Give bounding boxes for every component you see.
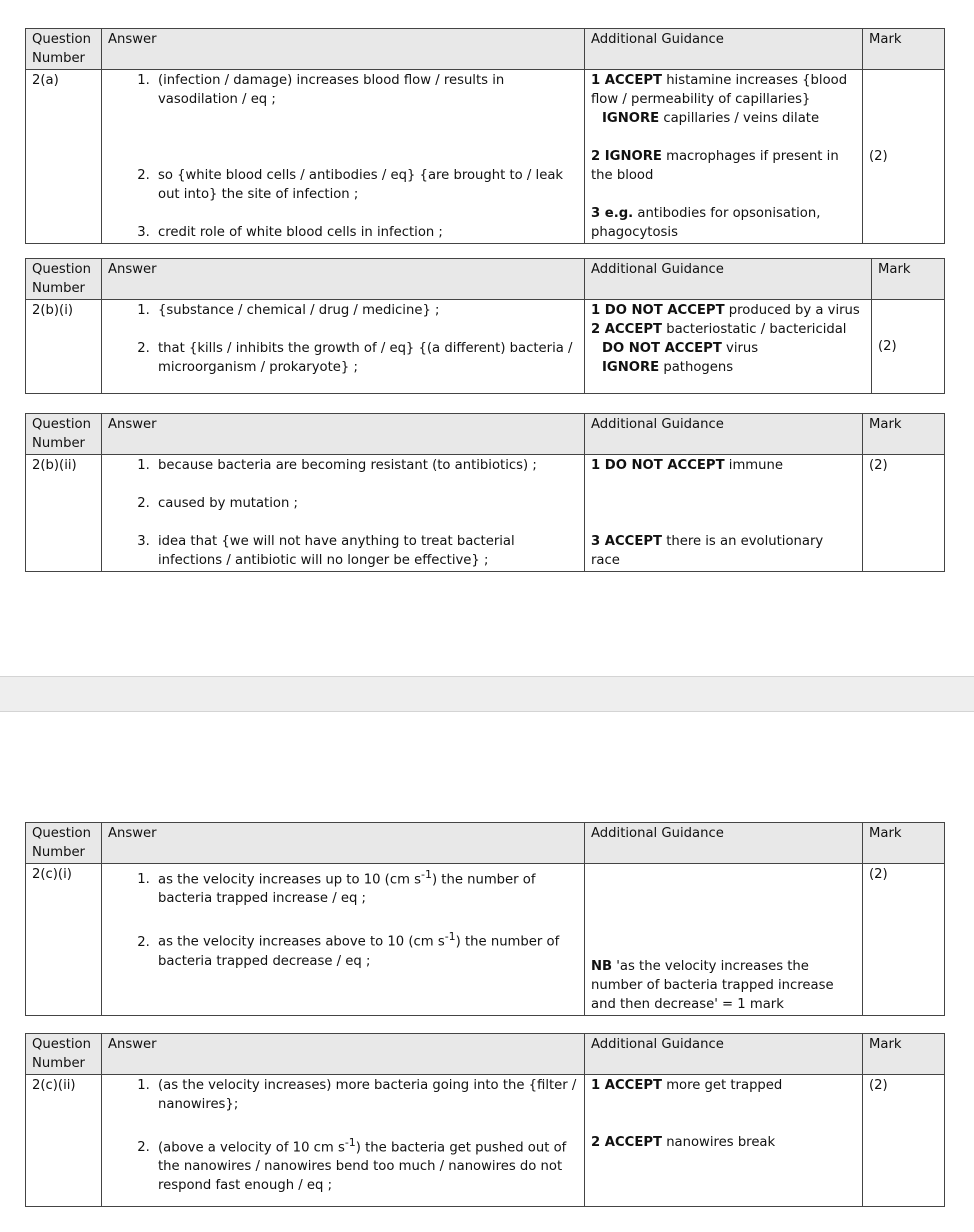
answer-point: 1. because bacteria are becoming resistant (to antibiotics) ; [154, 456, 578, 475]
guidance-line: NB 'as the velocity increases the number of bacteria trapped increase and then decrease' = 1 mark [591, 959, 834, 1012]
guidance-line: 1 DO NOT ACCEPT produced by a virus [591, 303, 860, 318]
mark-cell: (2) [863, 1075, 945, 1207]
answer-point: 2. (above a velocity of 10 cm $s^{-1}$) the bacteria get pushed out of the nanowires / nanowires bend too much / nanowires do not respond fast enough / eq ; [154, 1133, 578, 1195]
header-guidance: Additional Guidance [585, 259, 872, 300]
guidance-cell [585, 300, 872, 394]
guidance-line: IGNORE capillaries / veins dilate [602, 111, 820, 126]
header-mark: Mark [872, 259, 945, 300]
header-answer: Answer [102, 414, 585, 455]
header-mark: Mark [863, 29, 945, 70]
answer-cell [102, 300, 585, 394]
mark-scheme-table-2bi [25, 258, 945, 394]
table-header [26, 823, 945, 864]
mark-scheme-table-2bii [25, 413, 945, 572]
header-mark: Mark [863, 414, 945, 455]
guidance-cell [585, 455, 863, 572]
question-number: 2(c)(i) [26, 864, 102, 1016]
answer-point: 3. credit role of white blood cells in infection ; [154, 223, 578, 242]
header-question-number: Question Number [26, 414, 102, 455]
answer-point: 3. idea that {we will not have anything to treat bacterial infections / antibiotic will no longer be effective} ; [154, 532, 578, 570]
answer-point: 2. as the velocity increases above to 10 (cm $s^{-1}$) the number of bacteria trapped decrease / eq ; [154, 927, 578, 970]
header-answer: Answer [102, 1034, 585, 1075]
header-question-number: Question Number [26, 823, 102, 864]
table-row [26, 1075, 945, 1207]
question-number: 2(c)(ii) [26, 1075, 102, 1207]
table-row [26, 455, 945, 572]
page-separator [0, 676, 974, 712]
answer-cell [102, 864, 585, 1016]
answer-point: 2. that {kills / inhibits the growth of / eq} {(a different) bacteria / microorganism / prokaryote} ; [154, 339, 578, 377]
header-mark: Mark [863, 1034, 945, 1075]
mark-cell: (2) [863, 455, 945, 572]
table-header [26, 29, 945, 70]
header-answer: Answer [102, 259, 585, 300]
guidance-line: 3 e.g. antibodies for opsonisation, phagocytosis [591, 206, 821, 240]
answer-point: 2. so {white blood cells / antibodies / eq} {are brought to / leak out into} the site of infection ; [154, 166, 578, 204]
guidance-line: 2 ACCEPT nanowires break [591, 1135, 776, 1150]
question-number: 2(b)(i) [26, 300, 102, 394]
mark-scheme-table-2cii [25, 1033, 945, 1207]
header-guidance: Additional Guidance [585, 29, 863, 70]
question-number: 2(a) [26, 70, 102, 244]
answer-cell [102, 455, 585, 572]
header-guidance: Additional Guidance [585, 823, 863, 864]
mark-scheme-table-2ci [25, 822, 945, 1016]
answer-point: 2. caused by mutation ; [154, 494, 578, 513]
guidance-cell [585, 1075, 863, 1207]
guidance-cell [585, 864, 863, 1016]
header-question-number: Question Number [26, 1034, 102, 1075]
table-row [26, 70, 945, 244]
table-header [26, 414, 945, 455]
guidance-line: 3 ACCEPT there is an evolutionary race [591, 534, 824, 568]
header-answer: Answer [102, 29, 585, 70]
guidance-line: 2 ACCEPT bacteriostatic / bactericidal [591, 322, 847, 337]
answer-cell [102, 1075, 585, 1207]
guidance-line: DO NOT ACCEPT virus [602, 341, 759, 356]
guidance-line: 2 IGNORE macrophages if present in the blood [591, 149, 839, 183]
mark-cell: (2) [863, 70, 945, 244]
question-number: 2(b)(ii) [26, 455, 102, 572]
header-answer: Answer [102, 823, 585, 864]
table-row [26, 300, 945, 394]
answer-point: 1. (infection / damage) increases blood flow / results in vasodilation / eq ; [154, 71, 578, 109]
header-question-number: Question Number [26, 259, 102, 300]
table-header [26, 259, 945, 300]
header-mark: Mark [863, 823, 945, 864]
header-guidance: Additional Guidance [585, 414, 863, 455]
header-question-number: Question Number [26, 29, 102, 70]
guidance-line: 1 ACCEPT more get trapped [591, 1078, 783, 1093]
answer-cell [102, 70, 585, 244]
mark-cell: (2) [872, 300, 945, 394]
answer-point: 1. {substance / chemical / drug / medicine} ; [154, 301, 578, 320]
answer-point: 1. (as the velocity increases) more bacteria going into the {filter / nanowires}; [154, 1076, 578, 1114]
answer-point: 1. as the velocity increases up to 10 (cm $s^{-1}$) the number of bacteria trapped increase / eq ; [154, 865, 578, 908]
guidance-line: IGNORE pathogens [602, 360, 734, 375]
table-header [26, 1034, 945, 1075]
guidance-cell [585, 70, 863, 244]
guidance-line: 1 ACCEPT histamine increases {blood flow / permeability of capillaries} [591, 73, 848, 107]
mark-scheme-table-2a [25, 28, 945, 244]
table-row [26, 864, 945, 1016]
guidance-line: 1 DO NOT ACCEPT immune [591, 458, 783, 473]
mark-cell: (2) [863, 864, 945, 1016]
header-guidance: Additional Guidance [585, 1034, 863, 1075]
